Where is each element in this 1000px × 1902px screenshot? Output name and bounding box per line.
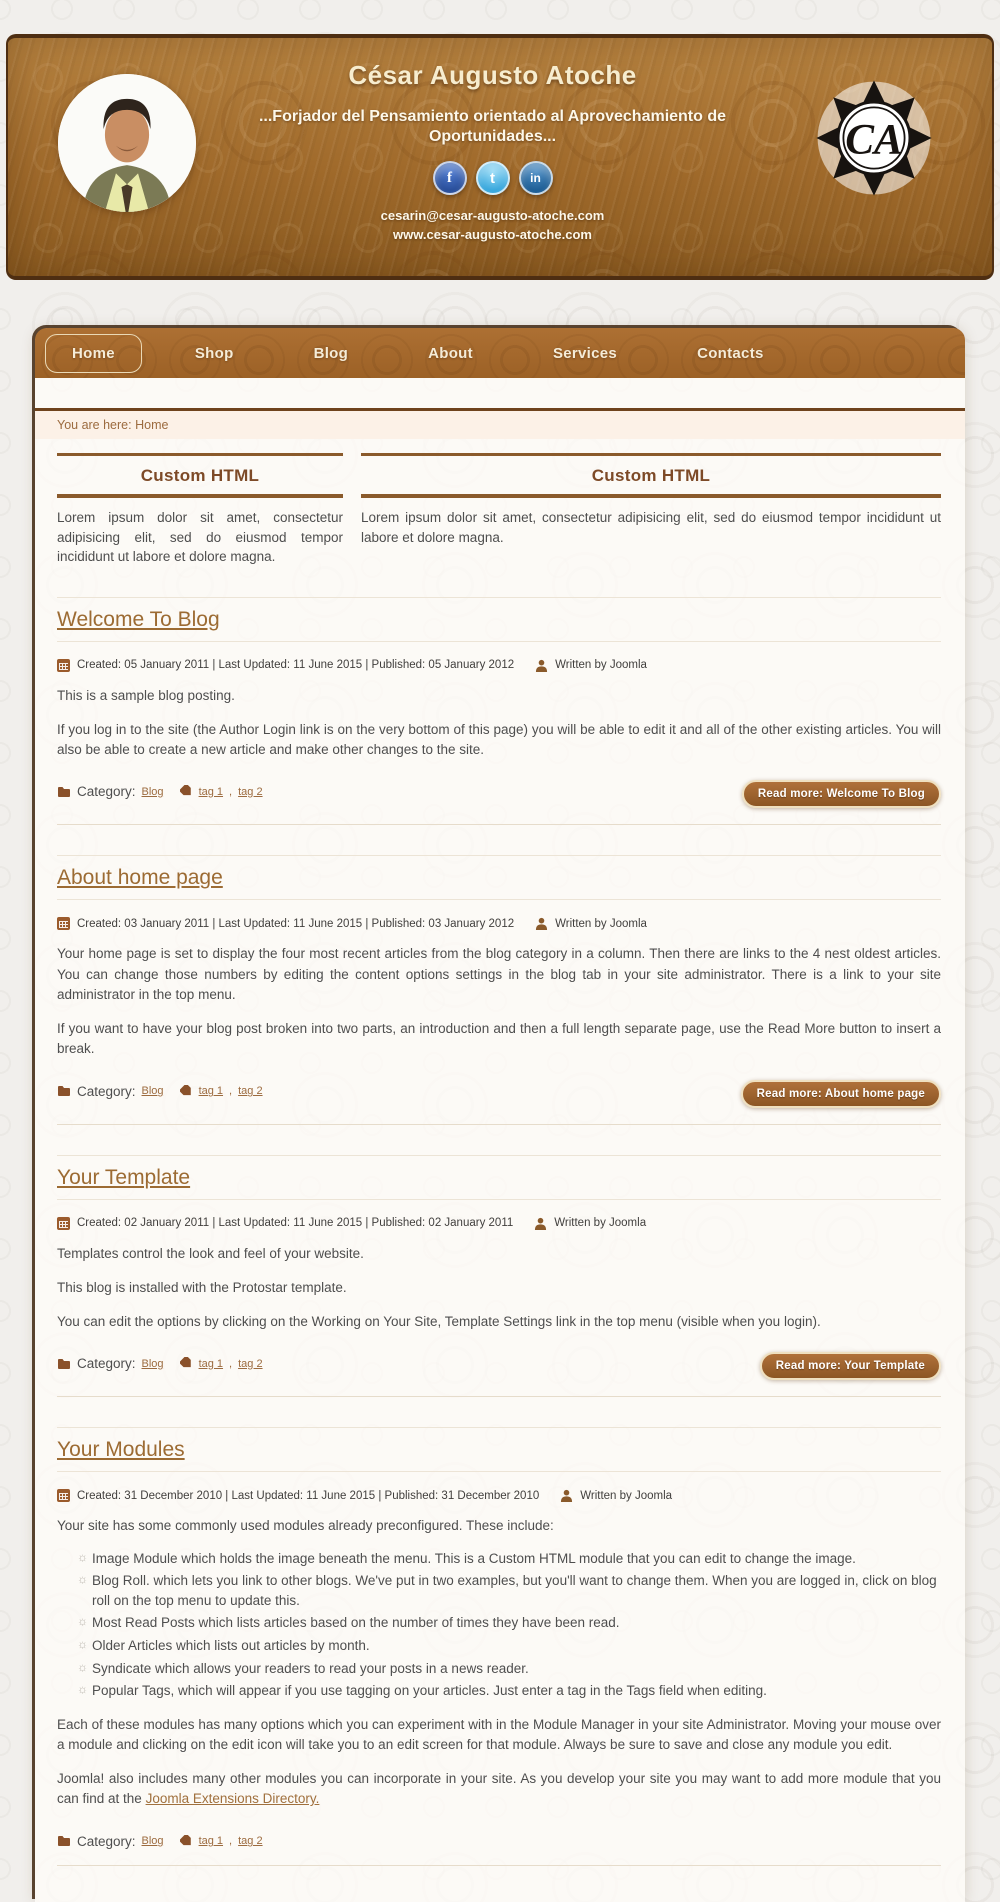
list-item <box>77 1659 941 1679</box>
nav-item-contacts[interactable]: Contacts <box>697 344 764 362</box>
main-navigation <box>35 328 965 378</box>
sun-bullet-icon: ☼ <box>77 1572 88 1587</box>
folder-icon <box>57 785 71 799</box>
tag-separator: , <box>229 1085 233 1098</box>
category-link[interactable]: Blog <box>141 1085 164 1098</box>
module-title: Custom HTML <box>140 466 260 485</box>
list-item-text: Most Read Posts which lists articles based on the number of times they have been read. <box>92 1615 620 1631</box>
calendar-icon <box>57 1489 70 1502</box>
article-title <box>57 862 941 900</box>
article-paragraph: If you log in to the site (the Author Login link is on the very bottom of this page) you will be able to edit it and all of the other existing articles. You will also be able to create a new article and make other changes to the site. <box>57 721 941 758</box>
page-top-pattern <box>0 0 1000 34</box>
module-divider <box>57 494 343 498</box>
article-dates: Created: 05 January 2011 | Last Updated: 11 June 2015 | Published: 05 January 2012 <box>77 659 515 672</box>
nav-item-blog[interactable]: Blog <box>313 344 349 362</box>
tag-icon <box>180 1357 193 1370</box>
article-footer <box>57 1830 941 1866</box>
nav-item-about[interactable]: About <box>428 344 473 362</box>
breadcrumb <box>35 408 965 439</box>
list-item <box>77 1681 941 1701</box>
article-paragraph: This blog is installed with the Protostar template. <box>57 1279 347 1295</box>
category-link[interactable]: Blog <box>141 785 164 798</box>
header-email: cesarin@cesar-augusto-atoche.com <box>380 208 605 223</box>
article-author: Written by Joomla <box>555 917 647 930</box>
site-logo <box>814 78 934 198</box>
article-paragraph: This is a sample blog posting. <box>57 687 235 703</box>
header-contact <box>233 207 752 245</box>
tag-separator: , <box>229 785 233 798</box>
breadcrumb-prefix: You are here: <box>57 418 132 432</box>
read-more-button[interactable]: Read more: About home page <box>741 1080 941 1108</box>
sun-bullet-icon: ☼ <box>77 1549 88 1564</box>
article-author: Written by Joomla <box>555 659 647 672</box>
facebook-icon[interactable]: f <box>433 161 467 195</box>
category-label: Category: <box>77 1833 136 1849</box>
module-body: Lorem ipsum dolor sit amet, consectetur adipisicing elit, sed do eiusmod tempor incididunt ut labore et dolore magna. <box>361 510 941 545</box>
list-item-text: Older Articles which lists out articles by month. <box>92 1637 370 1653</box>
nav-item-shop[interactable]: Shop <box>194 344 234 362</box>
article-your-template <box>57 1155 941 1398</box>
calendar-icon <box>57 1217 70 1230</box>
list-item <box>77 1636 941 1656</box>
nav-item-home[interactable]: Home <box>45 334 142 373</box>
category-tags-row <box>57 780 263 799</box>
tag-icon <box>180 1835 193 1848</box>
twitter-icon[interactable]: t <box>476 161 510 195</box>
read-more-button[interactable]: Read more: Your Template <box>760 1352 941 1380</box>
list-item-text: Image Module which holds the image beneath the menu. This is a Custom HTML module that you can edit to change the image. <box>92 1550 856 1566</box>
social-links <box>233 161 752 195</box>
custom-html-module-left <box>57 453 343 567</box>
tag-icon <box>180 785 193 798</box>
article-dates: Created: 02 January 2011 | Last Updated: 11 June 2015 | Published: 02 January 2011 <box>77 1217 514 1230</box>
article-title-link[interactable]: About home page <box>57 866 223 890</box>
site-title: César Augusto Atoche <box>348 60 637 90</box>
article-title <box>57 1162 941 1200</box>
folder-icon <box>57 1357 71 1371</box>
module-body: Lorem ipsum dolor sit amet, consectetur adipisicing elit, sed do eiusmod tempor incididunt ut labore et dolore magna. <box>57 510 343 565</box>
list-item <box>77 1549 941 1569</box>
tag-link[interactable]: tag 1 <box>198 1357 224 1370</box>
header-center <box>233 60 752 245</box>
main-content-panel <box>35 328 965 1902</box>
tag-icon <box>180 1085 193 1098</box>
article-your-modules <box>57 1427 941 1865</box>
article-title <box>57 1434 941 1472</box>
breadcrumb-current: Home <box>135 418 169 432</box>
tag-separator: , <box>229 1835 233 1848</box>
article-paragraph: If you want to have your blog post broken into two parts, an introduction and then a full length separate page, use the Read More button to insert a break. <box>57 1021 941 1057</box>
article-footer <box>57 1352 941 1397</box>
article-meta <box>57 1217 941 1230</box>
paragraph-text: Joomla! also includes many other modules you can incorporate in your site. As you develop your site you may want to add more module that you can find at the <box>57 1771 941 1807</box>
tag-link[interactable]: tag 1 <box>198 1835 224 1848</box>
folder-icon <box>57 1084 71 1098</box>
avatar <box>58 74 196 212</box>
article-footer <box>57 780 941 825</box>
header-website: www.cesar-augusto-atoche.com <box>393 226 592 242</box>
sun-bullet-icon: ☼ <box>77 1636 88 1651</box>
article-paragraph: Templates control the look and feel of your website. <box>57 1245 364 1261</box>
author-icon <box>534 1217 547 1230</box>
tag-link[interactable]: tag 1 <box>198 785 224 798</box>
article-paragraph: Each of these modules has many options which you can experiment with in the Module Manager in your site Administrator. Moving your mouse over a module and clicking on the edit icon will take you to an edit screen for that module. Always be sure to save and close any module you edit. <box>57 1716 941 1752</box>
article-meta <box>57 659 941 672</box>
article-meta <box>57 917 941 930</box>
article-author: Written by Joomla <box>554 1217 647 1230</box>
list-item <box>77 1571 941 1610</box>
author-icon <box>560 1489 573 1502</box>
article-title-link[interactable]: Welcome To Blog <box>57 607 220 631</box>
category-label: Category: <box>77 1083 136 1099</box>
list-item-text: Popular Tags, which will appear if you use tagging on your articles. Just enter a tag in the Tags field when editing. <box>92 1683 767 1699</box>
joomla-extensions-directory-link[interactable]: Joomla Extensions Directory. <box>145 1791 320 1807</box>
category-label: Category: <box>77 784 136 800</box>
sun-bullet-icon: ☼ <box>77 1659 88 1674</box>
article-dates: Created: 31 December 2010 | Last Updated: 11 June 2015 | Published: 31 December 2010 <box>77 1489 540 1502</box>
list-item <box>77 1613 941 1633</box>
article-paragraph: You can edit the options by clicking on the Working on Your Site, Template Settings link in the top menu (visible when you login). <box>57 1314 821 1330</box>
tag-link[interactable]: tag 1 <box>198 1085 224 1098</box>
category-link[interactable]: Blog <box>141 1835 164 1848</box>
module-title: Custom HTML <box>591 466 711 485</box>
tag-separator: , <box>229 1357 233 1370</box>
modules-list <box>57 1549 941 1701</box>
category-label: Category: <box>77 1356 136 1372</box>
sun-bullet-icon: ☼ <box>77 1614 88 1629</box>
custom-html-modules <box>35 439 965 567</box>
tag-link[interactable]: tag 2 <box>238 1357 263 1370</box>
tag-link[interactable]: tag 2 <box>238 1835 263 1848</box>
author-icon <box>535 917 548 930</box>
category-tags-row <box>57 1080 263 1099</box>
sun-monogram-icon <box>814 78 934 198</box>
custom-html-module-right <box>361 453 941 567</box>
category-tags-row <box>57 1352 263 1371</box>
category-tags-row <box>57 1830 263 1849</box>
site-tagline: ...Forjador del Pensamiento orientado al Aprovechamiento de Oportunidades... <box>258 108 727 145</box>
logo-monogram: CA <box>845 116 903 164</box>
article-paragraph: Your site has some commonly used modules already preconfigured. These include: <box>57 1518 554 1534</box>
tag-link[interactable]: tag 2 <box>238 785 263 798</box>
article-title <box>57 604 941 642</box>
author-icon <box>535 659 548 672</box>
read-more-button[interactable]: Read more: Welcome To Blog <box>742 780 941 808</box>
sun-bullet-icon: ☼ <box>77 1682 88 1697</box>
article-author: Written by Joomla <box>580 1489 673 1502</box>
folder-icon <box>57 1834 71 1848</box>
article-paragraph <box>57 1769 941 1810</box>
article-paragraph: Your home page is set to display the four most recent articles from the blog category in a column. Then there are links to the 4 nest oldest articles. You can change those numbers by editing the content options settings in the blog tab in your site administrator. There is a link to your site administrator in the top menu. <box>57 946 941 1002</box>
article-footer <box>57 1080 941 1125</box>
category-link[interactable]: Blog <box>141 1357 164 1370</box>
list-item-text: Blog Roll. which lets you link to other blogs. We've put in two examples, but you'll want to change them. When you are logged in, click on blog roll on the top menu to update this. <box>92 1573 937 1608</box>
article-dates: Created: 03 January 2011 | Last Updated: 11 June 2015 | Published: 03 January 2012 <box>77 917 515 930</box>
calendar-icon <box>57 917 70 930</box>
article-about-home-page <box>57 855 941 1124</box>
nav-item-services[interactable]: Services <box>552 344 618 362</box>
article-meta <box>57 1489 941 1502</box>
article-welcome-to-blog <box>57 597 941 826</box>
article-title-link[interactable]: Your Modules <box>57 1438 185 1462</box>
module-divider <box>361 494 941 498</box>
calendar-icon <box>57 659 70 672</box>
list-item-text: Syndicate which allows your readers to read your posts in a news reader. <box>92 1660 529 1676</box>
site-header <box>6 34 994 280</box>
tag-link[interactable]: tag 2 <box>238 1085 263 1098</box>
article-title-link[interactable]: Your Template <box>57 1165 191 1189</box>
avatar-photo-placeholder <box>58 74 196 212</box>
linkedin-icon[interactable]: in <box>519 161 553 195</box>
